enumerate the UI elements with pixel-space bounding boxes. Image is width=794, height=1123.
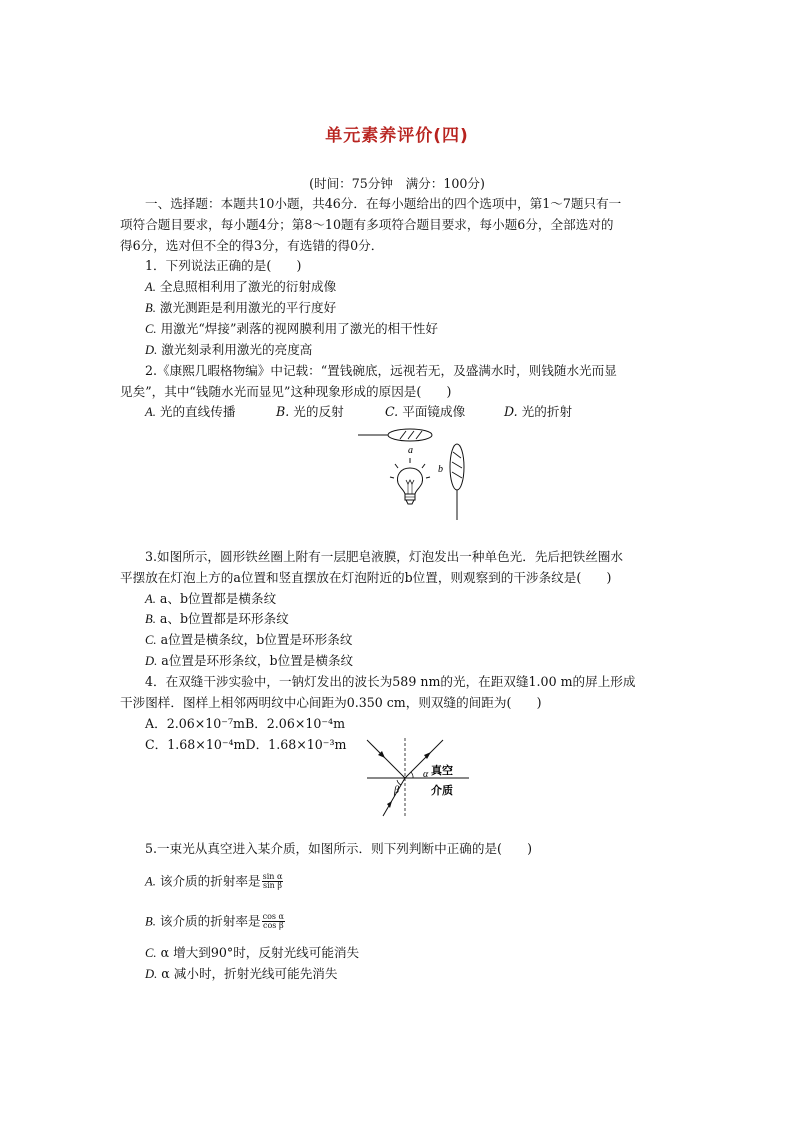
soap-film-lamp-diagram — [350, 420, 480, 526]
option-label: B. — [145, 301, 156, 315]
q5-option-d: D. α 减小时，折射光线可能先消失 — [145, 966, 338, 981]
q2-stem-line-1: 2.《康熙几暇格物编》中记载：“置钱碗底，远视若无，及盛满水时，则钱随水光而显 — [145, 363, 617, 378]
alpha-label: α — [423, 769, 429, 780]
option-label: D. — [145, 343, 158, 357]
section-intro-line-2: 项符合题目要求，每小题4分；第8～10题有多项符合题目要求，每小题6分，全部选对的 — [120, 217, 614, 232]
q5-option-b: B. 该介质的折射率是 $\frac{\text{cos α}}{\text{cos β}}$ — [145, 912, 284, 931]
option-text: 激光刻录利用激光的亮度高 — [161, 342, 313, 357]
q2-option-d: D. 光的折射 — [504, 404, 573, 419]
q5-stem: 5.一束光从真空进入某介质，如图所示．则下列判断中正确的是( ) — [145, 841, 533, 856]
label-a: a — [408, 445, 413, 456]
q2-option-b: B. 光的反射 — [276, 404, 344, 419]
q3-stem-line-1: 3.如图所示，圆形铁丝圈上附有一层肥皂液膜，灯泡发出一种单色光．先后把铁丝圈水 — [145, 549, 623, 564]
q3-option-b: B. a、b位置都是环形条纹 — [145, 611, 289, 626]
q1-option-a — [145, 281, 336, 294]
q1-stem: 1．下列说法正确的是( ) — [145, 258, 302, 273]
refraction-diagram — [365, 736, 475, 818]
beta-label: β — [394, 785, 399, 796]
q4-options-line-2: C．1.68×10⁻⁴mD．1.68×10⁻³m — [145, 737, 347, 752]
option-text: 激光测距是利用激光的平行度好 — [159, 300, 337, 315]
q3-stem-line-2: 平摆放在灯泡上方的a位置和竖直摆放在灯泡附近的b位置，则观察到的干涉条纹是( ) — [120, 570, 612, 585]
q3-option-a: A. a、b位置都是横条纹 — [145, 591, 277, 606]
option-label: C. — [145, 322, 157, 336]
option-text: 用激光“焊接”剥落的视网膜利用了激光的相干性好 — [160, 321, 438, 336]
q2-stem-line-2: 见矣”，其中“钱随水光而显见”这种现象形成的原因是( ) — [120, 384, 452, 399]
label-b: b — [438, 464, 443, 475]
section-intro-line-1: 一、选择题：本题共10小题，共46分．在每小题给出的四个选项中，第1～7题只有一 — [145, 196, 622, 211]
q4-options-line-1: A．2.06×10⁻⁷mB．2.06×10⁻⁴m — [145, 716, 346, 731]
option-text: 全息照相利用了激光的衍射成像 — [159, 279, 337, 294]
q1-option-d — [145, 344, 312, 357]
q3-option-c: C. a位置是横条纹，b位置是环形条纹 — [145, 632, 353, 647]
q1-option-b — [145, 302, 336, 315]
q4-stem-line-2: 干涉图样．图样上相邻两明纹中心间距为0.350 cm，则双缝的间距为( ) — [120, 695, 542, 710]
q1-option-c — [145, 323, 438, 336]
q4-stem-line-1: 4．在双缝干涉实验中，一钠灯发出的波长为589 nm的光，在距双缝1.00 m的屏上形成 — [145, 674, 636, 689]
vacuum-label: 真空 — [431, 764, 453, 777]
q2-option-a: A. 光的直线传播 — [145, 404, 236, 419]
section-intro-line-3: 得6分，选对但不全的得3分，有选错的得0分． — [120, 238, 384, 253]
q3-option-d: D. a位置是环形条纹，b位置是横条纹 — [145, 653, 354, 668]
q5-option-c: C. α 增大到90°时，反射光线可能消失 — [145, 945, 360, 960]
q2-option-c: C. 平面镜成像 — [385, 404, 466, 419]
fraction-cos: $\frac{\text{cos α}}{\text{cos β}}$ — [262, 912, 284, 931]
option-label: A. — [145, 280, 156, 294]
q5-option-a: A. 该介质的折射率是 $\frac{\text{sin α}}{\text{sin β}}$ — [145, 872, 283, 891]
exam-info: (时间：75分钟 满分：100分) — [309, 176, 485, 191]
medium-label: 介质 — [431, 784, 453, 797]
fraction-sin: $\frac{\text{sin α}}{\text{sin β}}$ — [262, 872, 283, 891]
page-title: 单元素养评价(四) — [325, 126, 469, 146]
